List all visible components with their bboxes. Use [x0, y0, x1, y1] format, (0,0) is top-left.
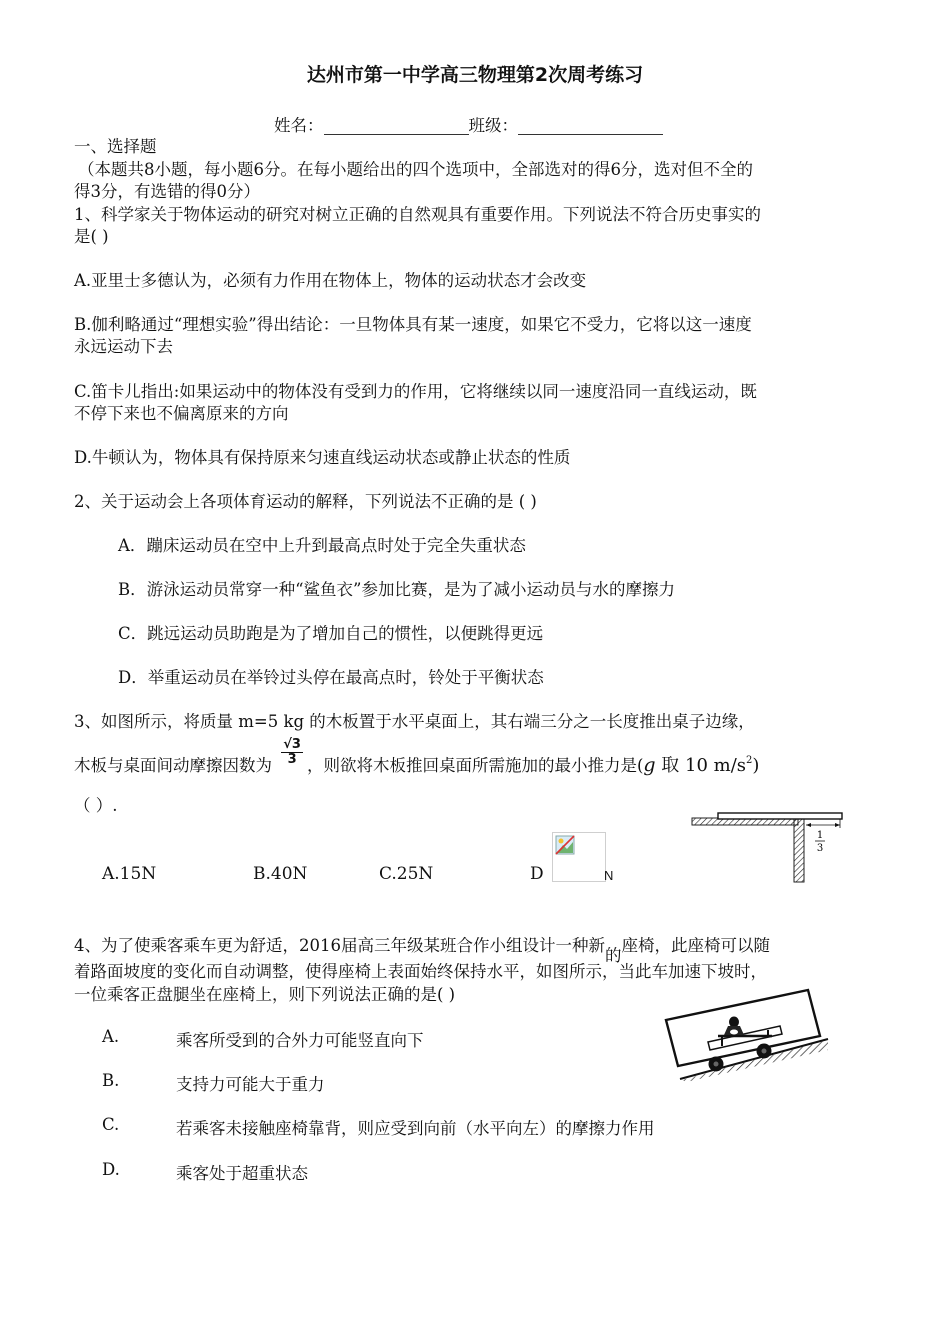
q3-stem-line1: 3、如图所示，将质量 m=5 kg 的木板置于水平桌面上，其右端三分之一长度推出桌子边缘， [74, 712, 755, 731]
wooden-board [718, 813, 842, 819]
g-unit-exponent: 2 [746, 755, 753, 766]
g-symbol: g [643, 754, 656, 776]
q4-stem-line1-post: 座椅，此座椅可以随 [621, 936, 770, 955]
q4-stem-line1-de: 的 [605, 946, 622, 965]
q3-option-a: A.15N [102, 864, 157, 884]
q2-option-b: B．游泳运动员常穿一种“鲨鱼衣”参加比赛，是为了减小运动员与水的摩擦力 [118, 580, 675, 599]
q4-option-d: 乘客处于超重状态 [176, 1164, 308, 1183]
class-blank[interactable] [518, 116, 663, 135]
q4-option-c-label: C. [102, 1115, 120, 1134]
q1-option-d: D.牛顿认为，物体具有保持原来匀速直线运动状态或静止状态的性质 [74, 448, 571, 467]
fraction-numerator: √3 [283, 737, 301, 752]
q4-stem-line2: 着路面坡度的变化而自动调整，使得座椅上表面始终保持水平，如图所示，当此车加速下坡时， [74, 962, 767, 981]
q2-stem: 2、关于运动会上各项体育运动的解释，下列说法不正确的是 ( ) [74, 492, 537, 511]
q1-stem-line2: 是( ) [74, 227, 109, 246]
q4-stem-line1 [74, 932, 770, 965]
q4-option-d-label: D. [102, 1160, 120, 1179]
q1-option-b-line2: 永远运动下去 [74, 337, 173, 356]
fraction-label-denominator: 3 [816, 843, 824, 854]
section-heading: 一、选择题 [74, 137, 157, 156]
instructions-line2: 得3分，有选错的得0分） [74, 182, 260, 201]
q1-option-a: A.亚里士多德认为，必须有力作用在物体上，物体的运动状态才会改变 [74, 271, 587, 290]
q3-option-d-suffix: N [604, 868, 614, 883]
q3-stem-line2 [74, 738, 759, 781]
q1-option-c-line1: C.笛卡儿指出:如果运动中的物体没有受到力的作用，它将继续以同一速度沿同一直线运动，既 [74, 382, 757, 401]
g-close: ) [752, 755, 760, 776]
q2-option-d: D．举重运动员在举铃过头停在最高点时，铃处于平衡状态 [118, 668, 544, 687]
name-blank[interactable] [324, 116, 469, 135]
broken-image-icon [552, 832, 606, 882]
fraction-label-numerator: 1 [816, 830, 824, 841]
q3-stem-line3: （ ）. [74, 796, 118, 815]
board-table-figure [690, 812, 850, 884]
table-leg-hatch [794, 818, 804, 882]
passenger-head [729, 1017, 739, 1028]
q3-stem-line2-pre: 木板与桌面间动摩擦因数为 [74, 756, 272, 775]
q3-option-b: B.40N [253, 864, 308, 884]
car-slope-figure [660, 984, 830, 1082]
friction-coefficient-fraction [281, 738, 303, 767]
q2-option-c: C．跳远运动员助跑是为了增加自己的惯性，以便跳得更远 [118, 624, 544, 643]
q3-stem-line2-post: ，则欲将木板推回桌面所需施加的最小推力是( [306, 756, 644, 775]
q2-option-a: A．蹦床运动员在空中上升到最高点时处于完全失重状态 [118, 536, 526, 555]
q4-stem-line1-pre: 4、为了使乘客乘车更为舒适，2016届高三年级某班合作小组设计一种新 [74, 936, 605, 955]
q4-option-b-label: B. [102, 1071, 120, 1090]
q1-option-c-line2: 不停下来也不偏离原来的方向 [74, 404, 289, 423]
q1-option-b-line1: B.伽利略通过“理想实验”得出结论：一旦物体具有某一速度，如果它不受力，它将以这一速度 [74, 315, 752, 334]
q4-stem-line3: 一位乘客正盘腿坐在座椅上，则下列说法正确的是( ) [74, 985, 456, 1004]
q4-option-a: 乘客所受到的合外力可能竖直向下 [176, 1031, 424, 1050]
q1-stem-line1: 1、科学家关于物体运动的研究对树立正确的自然观具有重要作用。下列说法不符合历史事实的 [74, 205, 761, 224]
q4-option-b: 支持力可能大于重力 [176, 1075, 325, 1094]
name-label: 姓名： [274, 116, 324, 135]
q4-option-a-label: A. [102, 1027, 120, 1046]
g-value: 取 10 m/s [655, 755, 747, 776]
q3-option-d: D [530, 864, 544, 884]
q4-option-c: 若乘客未接触座椅靠背，则应受到向前（水平向左）的摩擦力作用 [176, 1119, 655, 1138]
q3-option-c: C.25N [379, 864, 434, 884]
fraction-denominator: 3 [287, 752, 297, 767]
page-title: 达州市第一中学高三物理第2次周考练习 [306, 64, 644, 86]
student-info [274, 112, 663, 136]
instructions-line1: （本题共8小题，每小题6分。在每小题给出的四个选项中，全部选对的得6分，选对但不全的 [78, 160, 753, 179]
class-label: 班级： [468, 116, 518, 135]
